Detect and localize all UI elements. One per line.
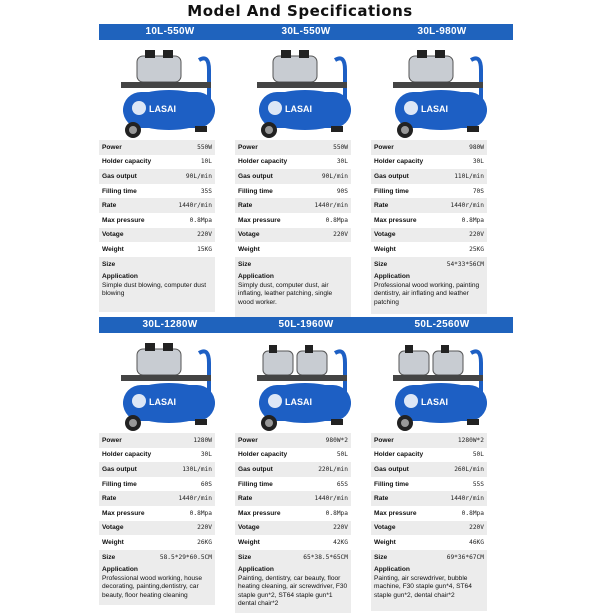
spec-value: 1440r/min: [450, 202, 484, 210]
spec-label: Power: [374, 436, 394, 444]
spec-row-pressure: [235, 506, 351, 521]
spec-row-gas: [371, 169, 487, 184]
spec-row-pressure: [99, 213, 215, 228]
spec-label: Size: [374, 260, 388, 268]
application-block: [235, 271, 351, 320]
spec-label: Rate: [374, 495, 389, 503]
model-name: 30L-980W: [371, 24, 513, 40]
spec-row-gas: [99, 462, 215, 477]
spec-value: 90L/min: [321, 172, 348, 180]
spec-row-size: [99, 257, 215, 272]
spec-label: Size: [238, 553, 252, 561]
spec-value: 65*38.5*65CM: [303, 553, 348, 561]
spec-label: Votage: [102, 231, 124, 239]
spec-value: 90S: [336, 187, 348, 195]
svg-text:LASAI: LASAI: [149, 397, 176, 407]
spec-row-voltage: [235, 228, 351, 243]
spec-label: Size: [374, 553, 388, 561]
spec-value: 1440r/min: [314, 495, 348, 503]
spec-label: Size: [102, 260, 116, 268]
spec-value: 46KG: [469, 538, 484, 546]
spec-row-power: [235, 140, 351, 155]
spec-label: Gas output: [102, 465, 137, 473]
product-card: [235, 24, 377, 320]
spec-value: 550W: [333, 143, 348, 151]
spec-row-holder: [235, 155, 351, 170]
product-image: [371, 40, 513, 140]
spec-label: Holder capacity: [102, 158, 152, 166]
spec-value: 55S: [472, 480, 484, 488]
application-block: [99, 564, 215, 605]
application-text: Simple dust blowing, computer dust blowing: [102, 281, 207, 298]
spec-value: 26KG: [197, 538, 212, 546]
spec-row-pressure: [371, 213, 487, 228]
spec-label: Power: [102, 436, 122, 444]
spec-value: 50L: [472, 451, 484, 459]
spec-value: 0.8Mpa: [189, 509, 212, 517]
spec-row-holder: [371, 155, 487, 170]
spec-value: 220L/min: [318, 465, 348, 473]
spec-label: Gas output: [102, 172, 137, 180]
spec-label: Filling time: [374, 187, 409, 195]
spec-label: Max pressure: [238, 509, 281, 517]
spec-label: Weight: [102, 538, 124, 546]
spec-row-holder: [99, 448, 215, 463]
spec-row-power: [371, 140, 487, 155]
product-image: [235, 333, 377, 433]
spec-row-gas: [371, 462, 487, 477]
spec-row-voltage: [99, 521, 215, 536]
spec-value: 90L/min: [185, 172, 212, 180]
compressor-image: [371, 40, 513, 140]
spec-label: Max pressure: [238, 216, 281, 224]
product-image: [371, 333, 513, 433]
spec-row-power: [99, 433, 215, 448]
spec-value: 1280W: [193, 436, 212, 444]
product-image: [235, 40, 377, 140]
spec-row-size: [371, 257, 487, 272]
svg-text:LASAI: LASAI: [285, 397, 312, 407]
spec-row-power: [371, 433, 487, 448]
application-text: Painting, air screwdriver, bubble machine, F30 staple gun*4, ST64 staple gun*2, dental chair*2: [374, 574, 472, 599]
spec-value: 1440r/min: [178, 202, 212, 210]
spec-value: 0.8Mpa: [325, 216, 348, 224]
spec-label: Gas output: [238, 172, 273, 180]
spec-row-filling: [99, 477, 215, 492]
spec-value: 0.8Mpa: [461, 216, 484, 224]
spec-label: Weight: [238, 538, 260, 546]
model-name: 30L-550W: [235, 24, 377, 40]
spec-label: Max pressure: [374, 509, 417, 517]
svg-text:LASAI: LASAI: [421, 104, 448, 114]
spec-row-holder: [99, 155, 215, 170]
application-block: [235, 564, 351, 613]
spec-row-gas: [235, 462, 351, 477]
spec-value: 220V: [333, 524, 348, 532]
spec-value: 220V: [469, 524, 484, 532]
spec-value: 50L: [336, 451, 348, 459]
spec-label: Filling time: [238, 187, 273, 195]
application-text: Painting, dentistry, car beauty, floor heating cleaning, air screwdriver, F30 staple gun*2, ST64 staple gun*1 dental chair*2: [238, 574, 348, 607]
application-title: Application: [238, 273, 274, 281]
spec-value: 220V: [197, 524, 212, 532]
spec-label: Filling time: [102, 480, 137, 488]
spec-value: 30L: [472, 158, 484, 166]
spec-value: 42KG: [333, 538, 348, 546]
product-card: [235, 317, 377, 613]
spec-label: Max pressure: [102, 216, 145, 224]
spec-label: Power: [238, 143, 258, 151]
spec-value: 65S: [336, 480, 348, 488]
spec-value: 0.8Mpa: [461, 509, 484, 517]
spec-label: Filling time: [238, 480, 273, 488]
spec-value: 60S: [200, 480, 212, 488]
product-image: [99, 333, 241, 433]
spec-row-size: [371, 550, 487, 565]
spec-row-voltage: [371, 521, 487, 536]
spec-row-rate: [371, 198, 487, 213]
spec-row-pressure: [235, 213, 351, 228]
spec-table: [371, 140, 487, 271]
spec-value: 30L: [336, 158, 348, 166]
spec-label: Holder capacity: [374, 158, 424, 166]
spec-label: Rate: [102, 495, 117, 503]
spec-value: 1440r/min: [178, 495, 212, 503]
spec-row-pressure: [371, 506, 487, 521]
spec-row-weight: [371, 535, 487, 550]
spec-value: 69*36*67CM: [446, 553, 484, 561]
spec-row-rate: [235, 198, 351, 213]
spec-label: Rate: [102, 202, 117, 210]
spec-row-rate: [99, 198, 215, 213]
spec-row-weight: [99, 535, 215, 550]
spec-value: 220V: [469, 231, 484, 239]
application-title: Application: [374, 273, 410, 281]
application-block: [371, 271, 487, 314]
svg-text:LASAI: LASAI: [149, 104, 176, 114]
spec-table: [99, 140, 215, 271]
application-title: Application: [102, 273, 138, 281]
spec-label: Votage: [238, 231, 260, 239]
spec-row-weight: [371, 242, 487, 257]
model-name: 50L-1960W: [235, 317, 377, 333]
spec-label: Filling time: [102, 187, 137, 195]
spec-row-gas: [99, 169, 215, 184]
spec-label: Weight: [238, 245, 260, 253]
spec-label: Holder capacity: [374, 451, 424, 459]
spec-label: Holder capacity: [238, 158, 288, 166]
product-card: [99, 24, 241, 312]
spec-value: 260L/min: [454, 465, 484, 473]
spec-label: Gas output: [374, 465, 409, 473]
spec-row-filling: [99, 184, 215, 199]
spec-row-weight: [99, 242, 215, 257]
spec-value: 1440r/min: [314, 202, 348, 210]
model-name: 10L-550W: [99, 24, 241, 40]
svg-text:LASAI: LASAI: [285, 104, 312, 114]
spec-value: 15KG: [197, 245, 212, 253]
spec-table: [235, 140, 351, 271]
spec-value: 1440r/min: [450, 495, 484, 503]
application-title: Application: [374, 566, 410, 574]
application-title: Application: [102, 566, 138, 574]
spec-label: Votage: [374, 524, 396, 532]
spec-row-weight: [235, 535, 351, 550]
model-name: 30L-1280W: [99, 317, 241, 333]
spec-label: Holder capacity: [238, 451, 288, 459]
spec-label: Filling time: [374, 480, 409, 488]
spec-row-filling: [235, 184, 351, 199]
spec-label: Power: [374, 143, 394, 151]
spec-row-voltage: [235, 521, 351, 536]
spec-label: Rate: [238, 495, 253, 503]
spec-label: Max pressure: [374, 216, 417, 224]
application-title: Application: [238, 566, 274, 574]
spec-value: 25KG: [469, 245, 484, 253]
spec-row-power: [99, 140, 215, 155]
spec-label: Power: [238, 436, 258, 444]
spec-table: [371, 433, 487, 564]
spec-value: 220V: [197, 231, 212, 239]
application-text: Professional wood working, house decorating, painting,dentistry, car beauty, floor heating cleaning: [102, 574, 203, 599]
application-block: [99, 271, 215, 312]
spec-label: Max pressure: [102, 509, 145, 517]
spec-row-rate: [99, 491, 215, 506]
spec-label: Size: [238, 260, 252, 268]
spec-value: 980W*2: [325, 436, 348, 444]
spec-value: 1280W*2: [457, 436, 484, 444]
spec-label: Votage: [374, 231, 396, 239]
spec-row-filling: [371, 184, 487, 199]
spec-label: Gas output: [238, 465, 273, 473]
spec-label: Rate: [374, 202, 389, 210]
spec-value: 220V: [333, 231, 348, 239]
spec-row-pressure: [99, 506, 215, 521]
svg-text:LASAI: LASAI: [421, 397, 448, 407]
spec-value: 550W: [197, 143, 212, 151]
spec-label: Rate: [238, 202, 253, 210]
model-name: 50L-2560W: [371, 317, 513, 333]
spec-value: 30L: [200, 451, 212, 459]
product-image: [99, 40, 241, 140]
application-text: Professional wood working, painting dentistry, air inflating and leather patching: [374, 281, 480, 306]
spec-row-holder: [371, 448, 487, 463]
spec-label: Power: [102, 143, 122, 151]
spec-value: 110L/min: [454, 172, 484, 180]
spec-row-holder: [235, 448, 351, 463]
application-text: Simply dust, computer dust, air inflating, leather patching, single wood worker.: [238, 281, 333, 306]
spec-row-gas: [235, 169, 351, 184]
spec-value: 54*33*56CM: [446, 260, 484, 268]
spec-value: 980W: [469, 143, 484, 151]
spec-value: 70S: [472, 187, 484, 195]
compressor-image: [99, 40, 241, 140]
spec-label: Votage: [102, 524, 124, 532]
product-card: [371, 317, 513, 611]
product-card: [371, 24, 513, 314]
spec-row-voltage: [371, 228, 487, 243]
spec-value: 130L/min: [182, 465, 212, 473]
spec-label: Gas output: [374, 172, 409, 180]
spec-label: Weight: [102, 245, 124, 253]
spec-value: 35S: [200, 187, 212, 195]
spec-table: [99, 433, 215, 564]
spec-row-voltage: [99, 228, 215, 243]
spec-label: Weight: [374, 245, 396, 253]
spec-label: Votage: [238, 524, 260, 532]
spec-value: 58.5*29*60.5CM: [159, 553, 212, 561]
spec-row-weight: [235, 242, 351, 257]
spec-value: 10L: [200, 158, 212, 166]
spec-row-size: [99, 550, 215, 565]
spec-label: Size: [102, 553, 116, 561]
spec-row-power: [235, 433, 351, 448]
spec-label: Weight: [374, 538, 396, 546]
spec-value: 0.8Mpa: [325, 509, 348, 517]
spec-label: Holder capacity: [102, 451, 152, 459]
spec-row-rate: [235, 491, 351, 506]
application-block: [371, 564, 487, 611]
compressor-image: [99, 333, 241, 433]
spec-row-size: [235, 550, 351, 565]
spec-row-rate: [371, 491, 487, 506]
spec-row-size: [235, 257, 351, 272]
spec-row-filling: [371, 477, 487, 492]
product-card: [99, 317, 241, 605]
compressor-image: [235, 40, 377, 140]
spec-value: 0.8Mpa: [189, 216, 212, 224]
compressor-image: [235, 333, 377, 433]
spec-table: [235, 433, 351, 564]
compressor-image: [371, 333, 513, 433]
spec-row-filling: [235, 477, 351, 492]
page-title: Model And Specifications: [187, 2, 413, 20]
